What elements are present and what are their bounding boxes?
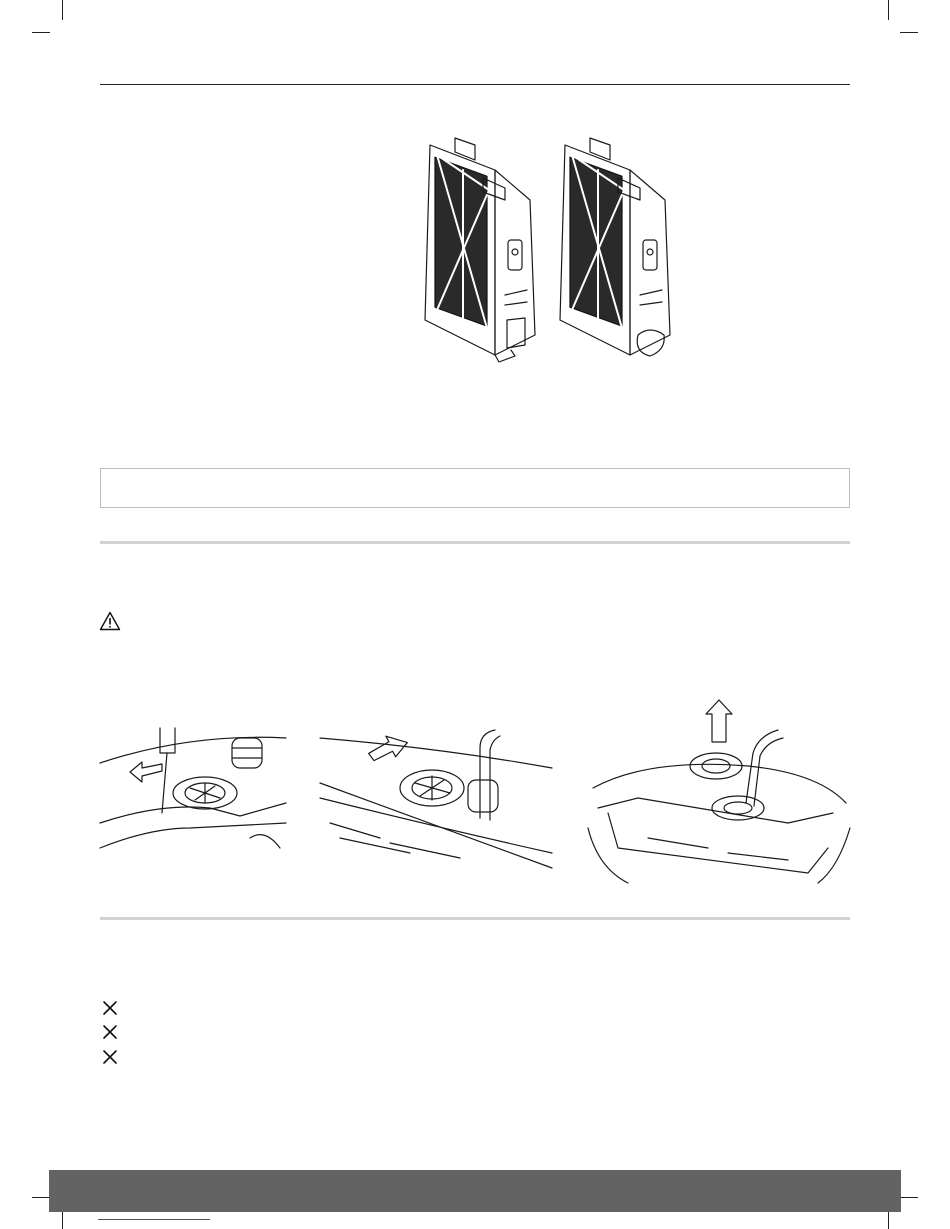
cross-x-icon xyxy=(102,1049,118,1065)
filter-cartridge-left xyxy=(425,138,535,362)
footer-bar xyxy=(49,1170,901,1212)
step-illustration-screwdriver xyxy=(100,728,286,856)
crop-mark xyxy=(32,32,50,33)
crop-mark xyxy=(62,1212,63,1229)
crop-mark xyxy=(900,1197,918,1198)
crop-mark xyxy=(32,1197,50,1198)
filter-cartridge-illustration xyxy=(415,130,685,370)
step-illustration-slide-cover xyxy=(320,728,552,868)
crop-mark xyxy=(888,0,889,20)
footer-link-underline[interactable] xyxy=(98,1219,210,1220)
step-illustration-lift-cover xyxy=(588,698,850,888)
crop-mark xyxy=(62,0,63,20)
filter-cartridge-right xyxy=(560,138,670,356)
cross-x-icon xyxy=(102,1000,118,1016)
cross-x-icon xyxy=(102,1024,118,1040)
crop-mark xyxy=(888,1212,889,1229)
warning-triangle-icon xyxy=(99,611,121,631)
crop-mark xyxy=(900,32,918,33)
section-divider xyxy=(100,541,850,544)
section-divider xyxy=(100,917,850,920)
header-rule xyxy=(100,84,850,85)
note-box xyxy=(100,468,850,508)
